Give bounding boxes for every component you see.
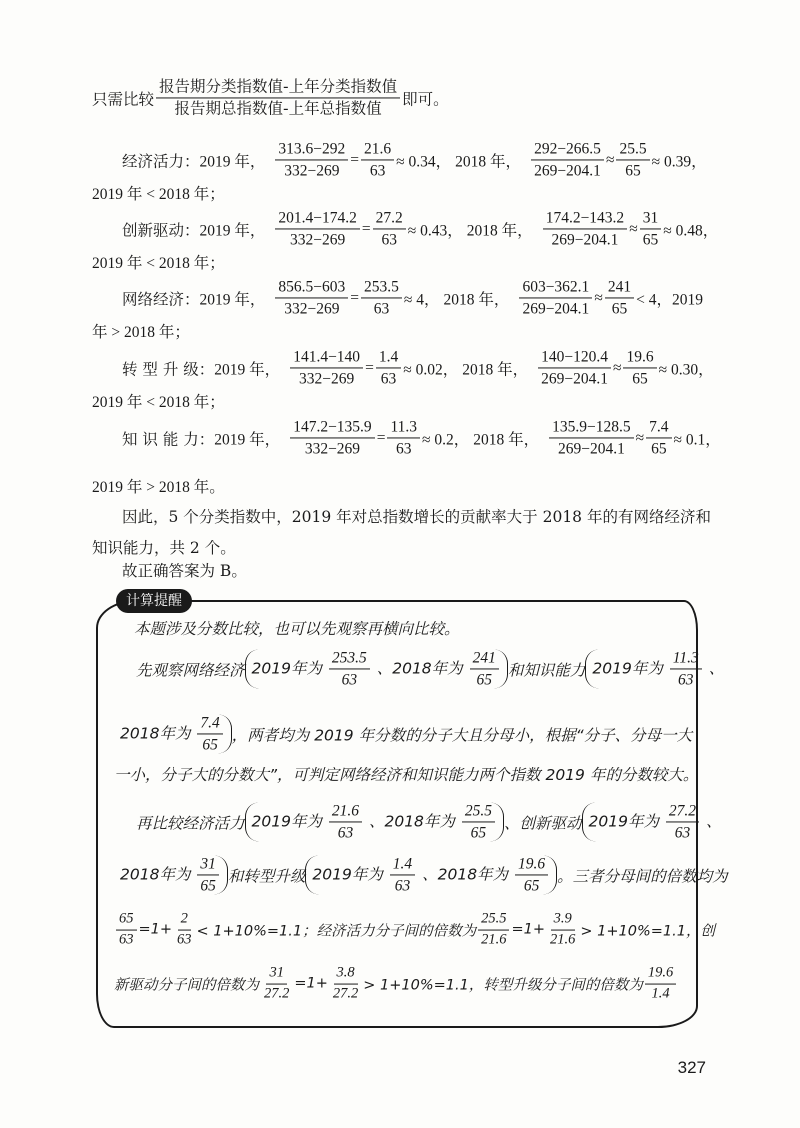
item-fraction: [275, 278, 348, 317]
index-item-row: [122, 348, 714, 387]
tip-l6-e: 。三者分母间的倍数均为: [557, 867, 728, 885]
item-fraction: [538, 348, 611, 387]
item-fraction-denominator: 63: [369, 162, 386, 180]
tip-l5-b: 2019年为: [251, 812, 322, 831]
tip-frac-num: 7.4: [197, 714, 222, 734]
item-op: ≈: [605, 151, 615, 168]
item-year-2019: 2019 年，: [214, 431, 281, 448]
tip-frac: [329, 802, 362, 841]
item-fraction-numerator: 19.6: [623, 348, 656, 368]
item-tail-2019: ≈ 0.02，: [403, 361, 459, 378]
tip-l2-b: 2019年为: [251, 659, 322, 678]
item-tail-2019: ≈ 4，: [403, 291, 440, 308]
index-item-conclusion: 2019 年 > 2018 年。: [92, 479, 225, 496]
item-fraction-numerator: 140−120.4: [538, 348, 611, 368]
item-year-2018: 2018 年，: [455, 153, 522, 170]
item-year-2019: 2019 年，: [214, 361, 281, 378]
tip-l2-e: 2019年为: [592, 659, 663, 678]
tip-frac: [670, 649, 702, 688]
item-fraction-numerator: 147.2−135.9: [290, 418, 375, 438]
item-fraction: [605, 278, 634, 317]
tip-frac: [462, 802, 495, 841]
item-fraction-denominator: 63: [380, 370, 397, 388]
tip-frac-num: 25.5: [478, 912, 509, 931]
intro-prefix: 只需比较: [92, 90, 155, 108]
tip-line-7: [114, 912, 715, 949]
item-op: ≈: [612, 359, 622, 376]
tip-frac: [390, 855, 415, 894]
item-label: 网络经济：: [122, 290, 200, 308]
item-fraction-denominator: 332−269: [284, 300, 340, 318]
tip-frac: [645, 966, 676, 1003]
intro-suffix: 即可。: [402, 90, 449, 108]
tip-frac-num: 3.9: [551, 912, 575, 931]
item-fraction-numerator: 135.9−128.5: [549, 418, 634, 438]
tip-line-8: [114, 966, 678, 1003]
tip-frac-num: 253.5: [329, 649, 370, 669]
item-op: =: [365, 359, 374, 376]
intro-line: [92, 78, 449, 117]
tip-frac-num: 31: [266, 966, 287, 985]
tip-frac-num: 27.2: [666, 802, 699, 822]
tip-frac: [329, 649, 370, 688]
tip-paren-network: [245, 649, 508, 688]
tip-paren-vitality: [245, 802, 504, 841]
tip-line-5: [136, 802, 727, 841]
tip-frac-den: 65: [476, 671, 492, 689]
item-fraction-denominator: 269−204.1: [541, 370, 608, 388]
page-number: 327: [677, 1058, 706, 1077]
tip-line-4: [114, 763, 698, 785]
item-year-2019: 2019 年，: [199, 291, 266, 308]
tip-frac-den: 63: [119, 931, 134, 948]
tip-l3-b: ，两者均为 2019 年分数的分子大且分母小，根据“分子、分母一大: [231, 726, 693, 744]
tip-line-3: [114, 714, 692, 753]
summary-text-1: 因此，5 个分类指数中，2019 年对总指数增长的贡献率大于 2018 年的有网络经济和: [122, 508, 711, 526]
tip-frac-den: 63: [394, 877, 411, 895]
tip-l6-c: 2019年为: [312, 865, 383, 884]
item-tail-2018: ≈ 0.30，: [658, 361, 714, 378]
item-op: =: [376, 429, 386, 446]
item-label: 创新驱动：: [122, 221, 200, 239]
item-fraction-numerator: 31: [640, 209, 662, 229]
item-op: ≈: [635, 429, 645, 446]
tip-text-1: 本题涉及分数比较，也可以先观察再横向比较。: [134, 620, 460, 638]
tip-l2-a: 先观察网络经济: [136, 661, 245, 679]
tip-frac-den: 63: [674, 824, 691, 842]
tip-frac-num: 11.3: [670, 649, 702, 669]
summary-text-2: 知识能力，共 2 个。: [92, 539, 236, 557]
item-fraction: [519, 278, 592, 317]
tip-paren-innovation-end: [114, 855, 228, 894]
intro-fraction: [156, 78, 400, 117]
item-fraction: [531, 140, 604, 179]
tip-line-1: [134, 617, 460, 639]
item-year-2019: 2019 年，: [199, 222, 266, 239]
tip-l7-d: > 1+10%=1.1，创: [580, 923, 715, 940]
tip-frac-den: 65: [200, 877, 216, 895]
item-fraction-denominator: 63: [373, 300, 390, 318]
tip-frac-den: 63: [337, 824, 354, 842]
tip-frac-den: 65: [470, 824, 487, 842]
item-fraction-numerator: 313.6−292: [275, 140, 348, 160]
item-tail-2018: ≈ 0.39，: [651, 153, 707, 170]
item-label: 知 识 能 力：: [122, 430, 215, 448]
tip-frac: [197, 714, 222, 753]
item-fraction-denominator: 65: [625, 162, 641, 180]
item-fraction: [361, 140, 394, 179]
tip-paren-innovation: [582, 802, 728, 841]
item-fraction-denominator: 65: [642, 231, 659, 249]
item-tail-2018: ≈ 0.1，: [673, 431, 721, 448]
item-op: ≈: [594, 289, 603, 306]
index-item-conclusion: 年 > 2018 年；: [92, 324, 190, 341]
tip-l7-a: =1+: [138, 922, 173, 938]
item-fraction: [646, 418, 671, 457]
tip-l5-d: 、创新驱动: [503, 814, 582, 832]
item-tail-2019: ≈ 0.43，: [407, 222, 463, 239]
index-item-row: [122, 418, 721, 457]
tip-frac-num: 19.6: [645, 966, 676, 985]
item-fraction-denominator: 332−269: [304, 440, 361, 458]
item-fraction-denominator: 332−269: [290, 231, 346, 249]
tip-paren-knowledge-end: [114, 714, 232, 753]
tip-frac-num: 2: [178, 912, 191, 931]
index-item-conclusion: 2019 年 < 2018 年；: [92, 255, 225, 272]
item-fraction-denominator: 65: [632, 370, 648, 388]
item-fraction: [640, 209, 662, 248]
item-year-2018: 2018 年，: [466, 222, 533, 239]
summary-line-1: [122, 505, 711, 527]
answer-text: 故正确答案为 B。: [122, 562, 247, 580]
tip-l2-d: 和知识能力: [507, 661, 586, 679]
item-fraction-denominator: 269−204.1: [557, 440, 625, 458]
item-fraction: [623, 348, 656, 387]
item-label: 经济活力：: [122, 152, 200, 170]
tip-l2-f: 、: [708, 659, 725, 678]
summary-line-2: [92, 536, 236, 558]
item-fraction-numerator: 292−266.5: [531, 140, 604, 160]
index-item-row: [122, 278, 703, 317]
item-fraction-numerator: 201.4−174.2: [275, 209, 360, 229]
tip-frac-den: 63: [177, 931, 192, 948]
item-fraction-denominator: 269−204.1: [522, 300, 590, 318]
tip-l3-a: 2018年为: [120, 724, 191, 743]
item-fraction-numerator: 25.5: [616, 140, 649, 160]
tip-l6-b: 和转型升级: [227, 867, 306, 885]
tip-frac-den: 63: [678, 671, 694, 689]
item-fraction-denominator: 269−204.1: [534, 162, 601, 180]
tip-frac-den: 1.4: [651, 985, 670, 1002]
intro-fraction-numerator: 报告期分类指数值-上年分类指数值: [156, 78, 400, 98]
calculation-tip-label: 计算提醒: [116, 589, 192, 613]
tip-frac: [174, 912, 195, 949]
tip-l8-a: 新驱动分子间的倍数为: [114, 977, 259, 994]
tip-frac: [197, 855, 219, 894]
tip-frac-den: 27.2: [264, 985, 290, 1002]
item-fraction-numerator: 603−362.1: [519, 278, 592, 298]
item-fraction-numerator: 27.2: [373, 209, 406, 229]
tip-l2-c: 、2018年为: [376, 659, 463, 678]
item-fraction: [275, 209, 360, 248]
item-label: 转 型 升 级：: [122, 360, 215, 378]
item-year-2018: 2018 年，: [473, 431, 540, 448]
tip-l5-f: 、: [705, 812, 722, 831]
tip-frac-num: 241: [470, 649, 499, 669]
tip-paren-upgrade: [305, 855, 557, 894]
item-fraction-numerator: 174.2−143.2: [543, 209, 628, 229]
item-op: =: [350, 289, 360, 306]
tip-paren-knowledge: [585, 649, 730, 688]
tip-line-6: [114, 855, 728, 894]
item-fraction: [373, 209, 406, 248]
tip-frac: [470, 649, 499, 688]
tip-frac: [116, 912, 137, 949]
tip-l8-c: > 1+10%=1.1，转型升级分子间的倍数为: [363, 977, 643, 994]
item-fraction: [361, 278, 402, 317]
item-fraction-denominator: 65: [651, 440, 667, 458]
tip-frac-den: 21.6: [550, 931, 576, 948]
tip-l5-c: 、2018年为: [368, 812, 455, 831]
tip-l7-b: < 1+10%=1.1；经济活力分子间的倍数为: [196, 923, 477, 940]
item-tail-2018: < 4，2019: [636, 291, 703, 308]
tip-frac: [666, 802, 699, 841]
tip-frac-den: 21.6: [481, 931, 507, 948]
item-fraction: [616, 140, 649, 179]
item-fraction-denominator: 63: [381, 231, 397, 249]
item-fraction-denominator: 332−269: [284, 162, 340, 180]
tip-l6-d: 、2018年为: [422, 865, 509, 884]
item-year-2018: 2018 年，: [443, 291, 510, 308]
index-item-row: [122, 140, 707, 179]
tip-frac-num: 31: [197, 855, 219, 875]
tip-frac: [261, 966, 292, 1003]
tip-l6-a: 2018年为: [120, 865, 191, 884]
item-fraction: [549, 418, 634, 457]
item-fraction-denominator: 63: [395, 440, 412, 458]
tip-frac: [547, 912, 578, 949]
item-tail-2018: ≈ 0.48，: [663, 222, 719, 239]
item-fraction-numerator: 241: [605, 278, 634, 298]
item-fraction-denominator: 65: [611, 300, 628, 318]
tip-l5-e: 2019年为: [588, 812, 659, 831]
item-fraction: [290, 348, 363, 387]
item-tail-2019: ≈ 0.2，: [422, 431, 470, 448]
index-item-conclusion: 2019 年 < 2018 年；: [92, 394, 225, 411]
item-fraction: [275, 140, 348, 179]
tip-frac-num: 3.8: [334, 966, 358, 985]
item-year-2019: 2019 年，: [199, 153, 266, 170]
item-fraction-numerator: 21.6: [361, 140, 394, 160]
item-fraction-denominator: 269−204.1: [551, 231, 619, 249]
tip-frac-num: 21.6: [329, 802, 362, 822]
item-fraction-numerator: 253.5: [361, 278, 402, 298]
index-item-conclusion: 2019 年 < 2018 年；: [92, 186, 225, 203]
tip-frac: [478, 912, 509, 949]
tip-l4: 一小，分子大的分数大”，可判定网络经济和知识能力两个指数 2019 年的分数较大。: [114, 766, 699, 784]
tip-line-2: [136, 649, 730, 688]
item-fraction-denominator: 332−269: [299, 370, 355, 388]
tip-l7-c: =1+: [511, 922, 546, 938]
index-item-row: [122, 209, 718, 248]
tip-frac-num: 65: [116, 912, 137, 931]
tip-frac: [515, 855, 548, 894]
tip-frac-num: 19.6: [515, 855, 548, 875]
item-op: ≈: [629, 220, 638, 237]
item-op: =: [361, 220, 371, 237]
item-fraction-numerator: 141.4−140: [290, 348, 363, 368]
item-fraction: [387, 418, 420, 457]
item-fraction: [290, 418, 375, 457]
tip-frac-den: 27.2: [332, 985, 359, 1002]
tip-l8-b: =1+: [294, 976, 328, 992]
tip-frac-den: 65: [523, 877, 540, 895]
item-fraction-numerator: 1.4: [376, 348, 401, 368]
item-tail-2019: ≈ 0.34，: [396, 153, 452, 170]
tip-frac-den: 65: [202, 736, 218, 754]
item-fraction-numerator: 11.3: [387, 418, 420, 438]
tip-frac-den: 63: [341, 671, 358, 689]
tip-frac-num: 1.4: [390, 855, 415, 875]
item-fraction: [543, 209, 628, 248]
item-fraction-numerator: 7.4: [646, 418, 671, 438]
item-fraction-numerator: 856.5−603: [275, 278, 348, 298]
tip-frac: [330, 966, 361, 1003]
intro-fraction-denominator: 报告期总指数值-上年总指数值: [174, 99, 382, 118]
answer-line: [122, 559, 247, 581]
item-year-2018: 2018 年，: [462, 361, 529, 378]
tip-frac-num: 25.5: [462, 802, 495, 822]
item-op: =: [350, 151, 360, 168]
item-fraction: [376, 348, 401, 387]
tip-l5-a: 再比较经济活力: [136, 814, 245, 832]
